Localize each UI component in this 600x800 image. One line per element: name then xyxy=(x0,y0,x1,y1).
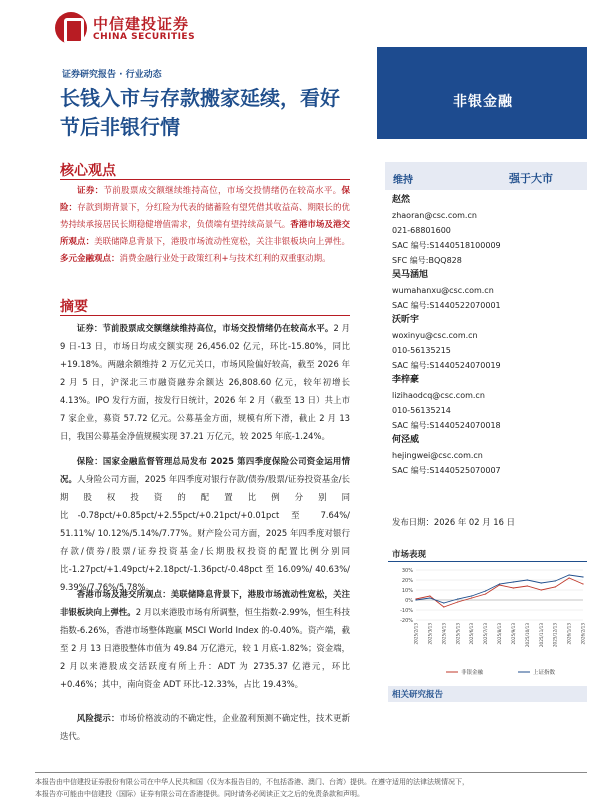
disclaimer xyxy=(35,776,595,800)
analyst-block xyxy=(392,373,582,433)
summary-paragraph-hk-market xyxy=(60,585,350,693)
summary-body-securities: 2 月 9 日-13 日，市场日均成交额实现 26,456.02 亿元，环比-15.80%，同比+19.18%。两融余额维持 2 万亿元关口，市场风险偏好较高，截至 2026 年 2 月 5 日，沪深北三市融资融券余额达 26,808.60 亿元，较年初增长 4.13%。IPO 发行方面，按发行日统计，2026 年 2 月（截至 13 日）共上市 7 家企业，募资 57.72 亿元。公募基金方面，规模有所下滑，截止 2 月 13 日，我国公募基金净值规模实现 37.21 万亿元，较 2025 年底-1.24%。 xyxy=(60,323,350,441)
data-point xyxy=(568,574,569,575)
summary-paragraph-risk xyxy=(60,709,350,745)
data-point xyxy=(485,593,486,594)
related-reports-heading: 相关研究报告 xyxy=(392,690,444,700)
analyst-sac-number: SAC 编号:S1440524070019 xyxy=(392,361,501,370)
analyst-sac-number: SAC 编号:S1440522070001 xyxy=(392,301,501,310)
core-view-text: 消费金融行业处于政策红利+与技术红利的双重驱动期。 xyxy=(119,254,331,264)
core-view-lead: 保险： xyxy=(60,186,350,213)
analyst-sac-number: SAC 编号:S1440518100009 xyxy=(392,241,501,250)
summary-rule xyxy=(60,315,350,316)
logo-english-name: CHINA SECURITIES xyxy=(93,32,196,42)
rating-action: 维持 xyxy=(393,175,413,186)
analyst-email: hejingwei@csc.com.cn xyxy=(392,451,483,460)
y-tick-label: 20% xyxy=(401,578,413,584)
data-point xyxy=(429,597,430,598)
data-point xyxy=(443,606,444,607)
data-point xyxy=(527,585,528,586)
data-point xyxy=(499,583,500,584)
data-point xyxy=(485,590,486,591)
analyst-phone: 010-56135214 xyxy=(392,406,451,415)
core-view-lead: 多元金融观点： xyxy=(60,254,120,264)
analyst-name: 吴马涵旭 xyxy=(392,270,429,280)
x-tick-label: 2025/12/13 xyxy=(552,623,558,648)
data-point xyxy=(457,601,458,602)
summary-lead-risk: 风险提示： xyxy=(76,713,120,723)
series-line-nonbank xyxy=(416,578,583,607)
analyst-sfc-number: SFC 编号:BQQ828 xyxy=(392,256,462,265)
core-views-rule xyxy=(60,179,350,180)
y-tick-label: 30% xyxy=(401,568,413,574)
analyst-block xyxy=(392,313,582,373)
summary-paragraph-insurance xyxy=(60,452,350,596)
analyst-email: zhaoran@csc.com.cn xyxy=(392,211,477,220)
report-title-line2: 节后非银行情 xyxy=(60,115,180,139)
analyst-phone: 021-68801600 xyxy=(392,226,451,235)
analyst-email: woxinyu@csc.com.cn xyxy=(392,331,478,340)
data-point xyxy=(541,589,542,590)
data-point xyxy=(555,586,556,587)
rating-box xyxy=(385,162,587,190)
core-view-text: 美联储降息背景下，港股市场流动性宽松，关注非银板块向上弹性。 xyxy=(94,237,350,247)
publish-date xyxy=(392,516,515,528)
data-point xyxy=(513,581,514,582)
summary-paragraph-securities xyxy=(60,319,350,445)
rating-value: 强于大市 xyxy=(509,172,553,185)
disclaimer-line2: 本报告亦可能由中信建投（国际）证券有限公司在香港提供。同时请务必阅读正文之后的免责条款和声明。 xyxy=(35,790,364,798)
x-tick-label: 2025/9/13 xyxy=(510,623,516,645)
data-point xyxy=(541,582,542,583)
core-view-text: 存款到期背景下，分红险为代表的储蓄险有望凭借其收益高、期限长的优势持续承接居民长期稳健增值需求，负债端有望持续高景气。 xyxy=(60,203,350,230)
core-views-text xyxy=(60,183,350,268)
sector-banner xyxy=(377,47,587,139)
company-logo xyxy=(55,12,215,48)
core-views-heading: 核心观点 xyxy=(60,163,116,179)
logo-emblem-icon xyxy=(55,12,87,44)
publish-date-value: 2026 年 02 月 16 日 xyxy=(433,517,515,527)
market-performance-heading: 市场表现 xyxy=(392,550,427,560)
analyst-name: 赵然 xyxy=(392,195,411,205)
report-title-line1: 长钱入市与存款搬家延续，看好 xyxy=(60,86,340,110)
x-tick-label: 2025/6/13 xyxy=(469,623,475,645)
analyst-block xyxy=(392,268,582,313)
data-point xyxy=(443,602,444,603)
analyst-email: wumahanxu@csc.com.cn xyxy=(392,286,494,295)
analyst-sac-number: SAC 编号:S1440525070007 xyxy=(392,466,501,475)
x-tick-label: 2025/3/13 xyxy=(427,623,433,645)
series-line-index xyxy=(416,575,583,603)
logo-chinese-name: 中信建投证券 xyxy=(93,15,190,33)
analyst-name: 何泾威 xyxy=(392,435,420,445)
x-tick-label: 2026/1/13 xyxy=(566,623,572,645)
analyst-email: lizihaodcq@csc.com.cn xyxy=(392,391,485,400)
data-point xyxy=(582,576,583,577)
x-tick-label: 2025/5/13 xyxy=(455,623,461,645)
market-performance-chart xyxy=(388,564,587,682)
summary-body-insurance: 人身险公司方面，2025 年四季度对银行存款/债券/股票/证券投资基金/长期股权投资的配置比例分别同比-0.78pct/+0.85pct/+2.55pct/+0.21pct/+0.01pct 至 7.64%/ 51.11%/ 10.12%/5.14%/7.77%。财产险公司方面，2025 年四季度对银行存款/债券/股票/证券投资基金/长期股权投资的配置比例分别同比-1.27pct/+1.49pct/+2.18pct/-1.36pct/-0.48pct 至 16.09%/ 40.63%/ 9.39%/7.76%/5.78%。 xyxy=(60,474,351,592)
summary-lead-securities: 证券：节前股票成交额继续维持高位，市场交投情绪仍在较高水平。 xyxy=(76,323,334,333)
core-view-text: 节前股票成交额继续维持高位，市场交投情绪仍在较高水平。 xyxy=(103,186,342,196)
sector-label: 非银金融 xyxy=(453,94,513,110)
publish-date-label: 发布日期： xyxy=(392,517,434,527)
summary-body-hk-market: 2 月以来港股市场有所调整，恒生指数-2.99%，恒生科技指数-6.26%，香港市场整体跑赢 MSCI World Index 的-0.40%。资产端，截至 2 月 13 日港股整体市值为 49.84 万亿港元，较 1 月底-1.82%；资金端，2 月以来港股成交活跃度有所上升：ADT 为 2735.37 亿港元，环比+0.46%；其中，南向资金 ADT 环比-12.33%，占比 19.43%。 xyxy=(60,607,350,689)
disclaimer-line1: 本报告由中信建投证券股份有限公司在中华人民共和国（仅为本报告目的，不包括香港、澳门、台湾）提供。在遵守适用的法律法规情况下， xyxy=(35,778,469,786)
x-tick-label: 2025/11/13 xyxy=(538,623,544,648)
data-point xyxy=(582,583,583,584)
y-tick-label: -20% xyxy=(400,618,413,624)
analyst-block xyxy=(392,433,582,478)
summary-body-risk: 市场价格波动的不确定性，企业盈利预测不确定性，技术更新迭代。 xyxy=(60,713,351,741)
data-point xyxy=(471,597,472,598)
summary-lead-hk-market: 香港市场及港交所观点：美联储降息背景下，港股市场流动性宽松，关注非银板块向上弹性。 xyxy=(60,589,350,617)
related-reports-bar xyxy=(388,686,587,702)
report-category: 证券研究报告 · 行业动态 xyxy=(62,70,162,80)
analyst-name: 李梓豪 xyxy=(392,375,420,385)
data-point xyxy=(471,595,472,596)
legend-label: 上证指数 xyxy=(533,670,556,676)
x-tick-label: 2025/7/13 xyxy=(483,623,489,645)
x-tick-label: 2025/8/13 xyxy=(497,623,502,645)
y-tick-label: 0% xyxy=(405,598,413,604)
analyst-block xyxy=(392,193,582,268)
legend-label: 非银金融 xyxy=(461,670,484,676)
summary-lead-insurance: 保险：国家金融监督管理总局发布 2025 第四季度保险公司资金运用情况。 xyxy=(60,456,350,484)
x-tick-label: 2025/4/13 xyxy=(441,623,447,645)
data-point xyxy=(457,598,458,599)
data-point xyxy=(513,587,514,588)
analyst-phone: 010-56135215 xyxy=(392,346,451,355)
analyst-sac-number: SAC 编号:S1440524070018 xyxy=(392,421,501,430)
x-tick-label: 2025/2/13 xyxy=(413,623,419,645)
data-point xyxy=(527,579,528,580)
y-tick-label: -10% xyxy=(400,608,413,614)
analyst-name: 沃昕宇 xyxy=(392,315,420,325)
x-tick-label: 2025/10/13 xyxy=(524,623,530,648)
data-point xyxy=(415,599,416,600)
data-point xyxy=(429,595,430,596)
data-point xyxy=(568,577,569,578)
market-performance-rule xyxy=(388,561,587,562)
x-tick-label: 2026/2/13 xyxy=(580,623,586,645)
footer-rule xyxy=(35,772,587,773)
core-view-lead: 证券： xyxy=(77,186,104,196)
core-view-lead: 香港市场及港交所观点： xyxy=(60,220,350,247)
y-tick-label: 10% xyxy=(401,588,413,594)
report-title xyxy=(60,84,385,142)
data-point xyxy=(555,580,556,581)
summary-heading: 摘要 xyxy=(60,299,88,315)
